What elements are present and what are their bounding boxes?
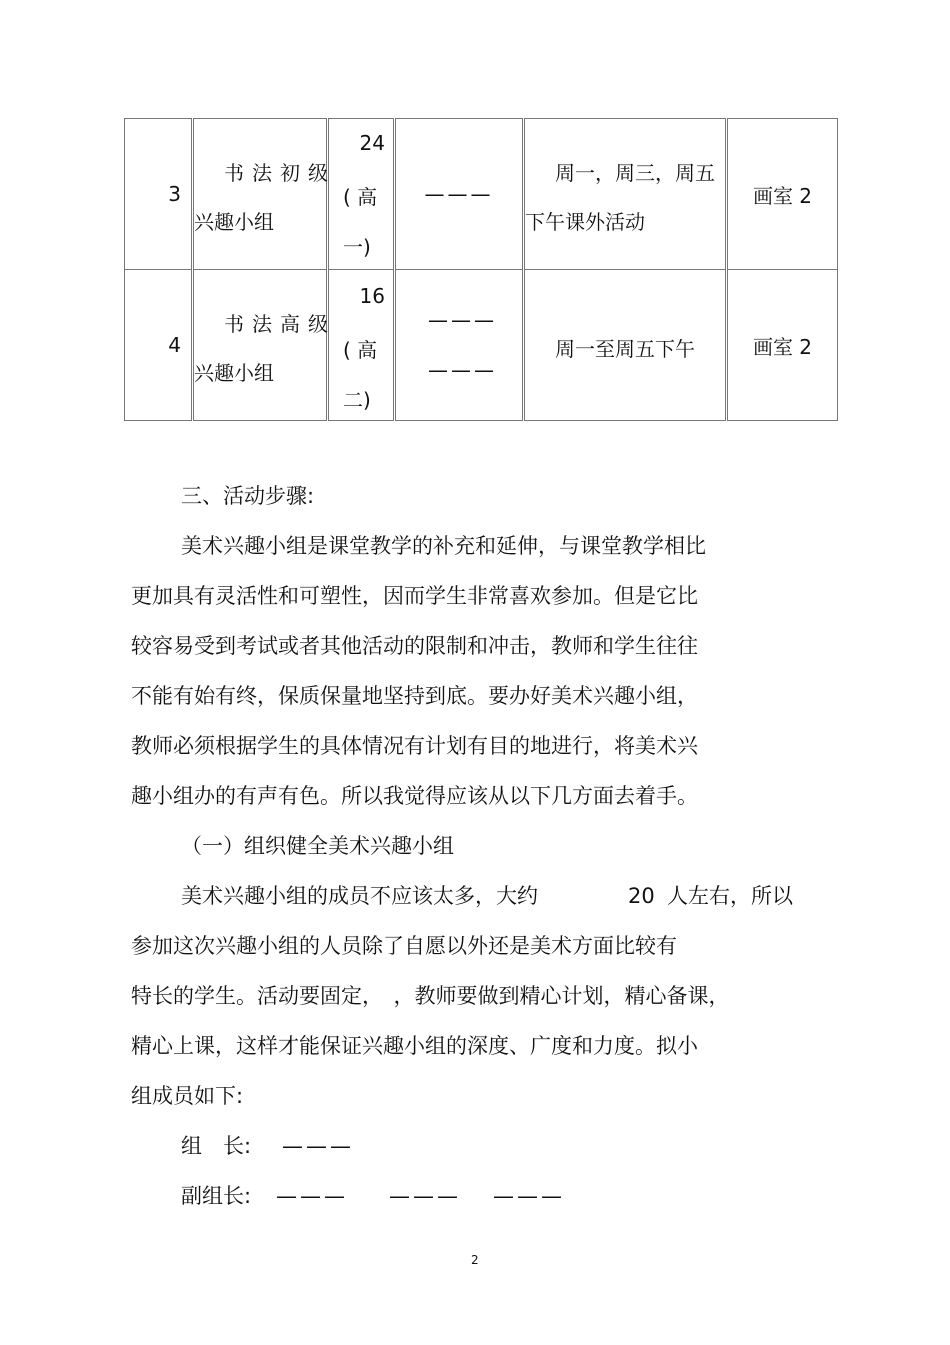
teacher-value: ———	[428, 308, 497, 332]
vice-leader-value: ———	[493, 1184, 565, 1208]
place-cell	[727, 119, 838, 270]
count-grade-cell	[328, 119, 395, 270]
teacher-value: ———	[424, 182, 494, 206]
grade-line2: 一)	[343, 235, 371, 259]
paragraph-line: 较容易受到考试或者其他活动的限制和冲击，教师和学生往往	[131, 634, 698, 658]
group-name-line1: 书法初级	[224, 161, 336, 185]
member-count: 24	[359, 131, 385, 155]
place-value: 画室 2	[752, 183, 813, 208]
group-name-cell	[193, 119, 336, 270]
row-number: 3	[125, 119, 193, 270]
teacher-value: ———	[428, 358, 497, 382]
paragraph-line: 不能有始有终，保质保量地坚持到底。要办好美术兴趣小组，	[131, 684, 698, 708]
group-name-cell	[193, 270, 336, 421]
paragraph-line: 组成员如下:	[131, 1084, 244, 1108]
page-number: 2	[471, 1253, 479, 1267]
paragraph-line: 美术兴趣小组是课堂教学的补充和延伸，与课堂教学相比	[181, 534, 706, 558]
member-count: 16	[359, 284, 385, 308]
paragraph-line: 教师必须根据学生的具体情况有计划有目的地进行，将美术兴	[131, 734, 698, 758]
time-cell	[524, 119, 727, 270]
time-line1: 周一，周三，周五	[555, 161, 715, 185]
time-line1: 周一至周五下午	[555, 337, 695, 361]
group-name-line2: 兴趣小组	[194, 361, 274, 385]
paragraph-line: 精心上课，这样才能保证兴趣小组的深度、广度和力度。拟小	[131, 1034, 698, 1058]
section-heading: 三、活动步骤:	[181, 484, 315, 508]
vice-leader-value: ———	[389, 1184, 461, 1208]
leader-value: ———	[282, 1134, 354, 1158]
paragraph-line: 美术兴趣小组的成员不应该太多，大约	[181, 884, 538, 908]
count-grade-cell	[328, 270, 395, 421]
paragraph-number: 20	[628, 884, 655, 908]
paragraph-line: 更加具有灵活性和可塑性，因而学生非常喜欢参加。但是它比	[131, 584, 698, 608]
paragraph-line: 趣小组办的有声有色。所以我觉得应该从以下几方面去着手。	[131, 784, 698, 808]
row-number: 4	[125, 270, 193, 421]
grade-line1: ( 高	[343, 185, 378, 209]
vice-leader-value: ———	[276, 1184, 348, 1208]
teacher-cell	[395, 119, 524, 270]
grade-line1: ( 高	[343, 338, 378, 362]
teacher-cell	[395, 270, 524, 421]
grade-line2: 二)	[343, 388, 371, 412]
group-name-line1: 书法高级	[224, 312, 336, 336]
paragraph-line: 特长的学生。活动要固定， ，教师要做到精心计划，精心备课，	[131, 984, 730, 1008]
schedule-table	[124, 118, 838, 421]
paragraph-line: 人左右，所以	[667, 884, 793, 908]
table-row	[125, 119, 838, 270]
leader-label: 组 长:	[181, 1134, 252, 1158]
place-value: 画室 2	[752, 334, 813, 359]
time-cell	[524, 270, 727, 421]
sub-heading: （一）组织健全美术兴趣小组	[181, 834, 454, 858]
vice-leader-label: 副组长:	[181, 1184, 252, 1208]
group-name-line2: 兴趣小组	[194, 210, 274, 234]
place-cell	[727, 270, 838, 421]
time-line2: 下午课外活动	[525, 210, 645, 234]
paragraph-line: 参加这次兴趣小组的人员除了自愿以外还是美术方面比较有	[131, 934, 677, 958]
table-row	[125, 270, 838, 421]
